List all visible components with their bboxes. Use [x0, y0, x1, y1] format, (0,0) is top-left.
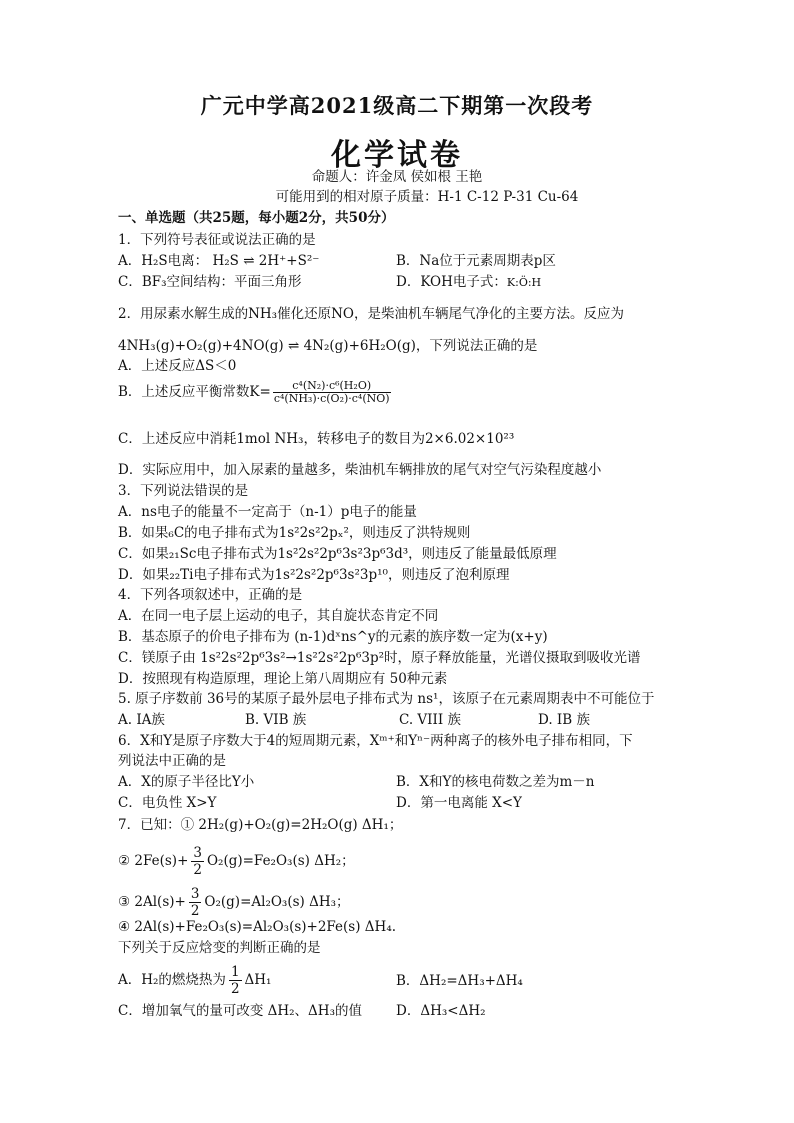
fraction-denominator: 2	[193, 862, 202, 878]
q1-option-c: C．BF₃空间结构：平面三角形	[118, 274, 302, 290]
q1-stem: 1．下列符号表征或说法正确的是	[118, 232, 316, 248]
exam-school-title: 广元中学高2021级高二下期第一次段考	[200, 93, 594, 118]
q6-option-d: D．第一电离能 X<Y	[396, 795, 522, 811]
q7-equation-2	[118, 845, 355, 878]
exam-subject-title: 化学试卷	[331, 138, 463, 173]
q2-stem: 2．用尿素水解生成的NH₃催化还原NO，是柴油机车辆尾气净化的主要方法。反应为	[118, 306, 624, 322]
q7-eq3-fraction	[189, 886, 202, 919]
fraction-denominator: 2	[190, 903, 200, 919]
q2-option-b-label: B．上述反应平衡常数K=	[118, 384, 271, 400]
q4-option-a: A．在同一电子层上运动的电子，其自旋状态肯定不同	[118, 608, 439, 624]
q3-option-c: C．如果₂₁Sc电子排布式为1s²2s²2p⁶3s²3p⁶3d³，则违反了能量最低原理	[118, 546, 557, 562]
q2-option-a: A．上述反应ΔS＜0	[118, 358, 237, 374]
k-denominator: c⁴(NH₃)·c(O₂)·c⁴(NO)	[273, 392, 390, 405]
q1-option-a: A．H₂S电离： H₂S ⇌ 2H⁺+S²⁻	[118, 253, 320, 269]
q7-option-a-left: A．H₂的燃烧热为	[118, 972, 226, 988]
q2-option-d: D．实际应用中，加入尿素的量越多，柴油机车辆排放的尾气对空气污染程度越小	[118, 462, 602, 478]
q5-option-a: A. IA族	[118, 712, 165, 728]
q7-equation-3	[118, 886, 350, 919]
q7-eq3-left: ③ 2Al(s)+	[118, 894, 186, 910]
q2-equation: 4NH₃(g)+O₂(g)+4NO(g) ⇌ 4N₂(g)+6H₂O(g)，下列说法正确的是	[118, 338, 538, 354]
q7-option-a-right: ΔH₁	[244, 972, 272, 988]
q5-option-d: D. IB 族	[538, 712, 590, 728]
q5-option-b: B. VIB 族	[245, 712, 307, 728]
q4-option-d: D．按照现有构造原理，理论上第八周期应有 50种元素	[118, 671, 448, 687]
atomic-masses: 可能用到的相对原子质量：H-1 C-12 P-31 Cu-64	[275, 189, 579, 205]
section-heading: 一、单选题（共25题，每小题2分，共50分）	[118, 210, 395, 226]
q3-stem: 3．下列说法错误的是	[118, 483, 249, 499]
q6-option-b: B．X和Y的核电荷数之差为m－n	[396, 774, 595, 790]
q2-option-b	[118, 380, 393, 405]
equilibrium-constant-fraction	[273, 380, 391, 405]
q7-eq2-left: ② 2Fe(s)+	[118, 853, 189, 869]
q7-eq2-right: O₂(g)=Fe₂O₃(s) ΔH₂；	[206, 853, 355, 869]
q5-option-c: C. VIII 族	[399, 712, 461, 728]
q7-eq2-fraction	[191, 845, 204, 878]
q5-stem: 5. 原子序数前 36号的某原子最外层电子排布式为 ns¹，该原子在元素周期表中不可能位于	[118, 691, 655, 707]
q4-option-c: C．镁原子由 1s²2s²2p⁶3s²→1s²2s²2p⁶3p²时，原子释放能量，光谱仪摄取到吸收光谱	[118, 650, 641, 666]
q7-eq3-right: O₂(g)=Al₂O₃(s) ΔH₃；	[204, 894, 350, 910]
q3-option-b: B．如果₆C的电子排布式为1s²2s²2pₓ²，则违反了洪特规则	[118, 525, 471, 541]
q7-option-d: D．ΔH₃<ΔH₂	[396, 1003, 486, 1019]
q7-option-c: C．增加氧气的量可改变 ΔH₂、ΔH₃的值	[118, 1003, 362, 1019]
q6-option-c: C．电负性 X>Y	[118, 795, 217, 811]
q1-option-d-label: D．KOH电子式：	[396, 274, 507, 290]
k-numerator: c⁴(N₂)·c⁶(H₂O)	[273, 380, 391, 393]
q4-option-b: B．基态原子的价电子排布为 (n-1)dˣns^y的元素的族序数一定为(x+y)	[118, 629, 548, 645]
q6-stem-line2: 列说法中正确的是	[118, 753, 226, 769]
q1-option-d	[396, 273, 541, 292]
q4-stem: 4．下列各项叙述中，正确的是	[118, 587, 303, 603]
q2-option-c: C．上述反应中消耗1mol NH₃，转移电子的数目为2×6.02×10²³	[118, 431, 515, 447]
exam-authors: 命题人：许金凤 侯如根 王艳	[311, 169, 483, 185]
q6-option-a: A．X的原子半径比Y小	[118, 774, 255, 790]
fraction-numerator: 3	[190, 886, 200, 902]
q7-stem: 7．已知：① 2H₂(g)+O₂(g)=2H₂O(g) ΔH₁；	[118, 817, 403, 833]
q3-option-d: D．如果₂₂Ti电子排布式为1s²2s²2p⁶3s²3p¹⁰，则违反了泡利原理	[118, 567, 510, 583]
fraction-numerator: 1	[230, 964, 240, 980]
q3-option-a: A．ns电子的能量不一定高于（n-1）p电子的能量	[118, 504, 417, 520]
q7-option-a	[118, 964, 271, 997]
koh-electron-formula: K:Ö:H	[506, 276, 542, 289]
q7-option-a-fraction	[229, 964, 242, 997]
fraction-numerator: 3	[193, 845, 202, 861]
q7-equation-4: ④ 2Al(s)+Fe₂O₃(s)=Al₂O₃(s)+2Fe(s) ΔH₄.	[118, 919, 397, 935]
q7-question: 下列关于反应焓变的判断正确的是	[118, 940, 321, 956]
q1-option-b: B．Na位于元素周期表p区	[396, 253, 556, 269]
q6-stem-line1: 6．X和Y是原子序数大于4的短周期元素，Xᵐ⁺和Yⁿ⁻两种离子的核外电子排布相同，下	[118, 733, 633, 749]
fraction-denominator: 2	[230, 981, 240, 997]
q7-option-b: B．ΔH₂=ΔH₃+ΔH₄	[396, 973, 523, 989]
